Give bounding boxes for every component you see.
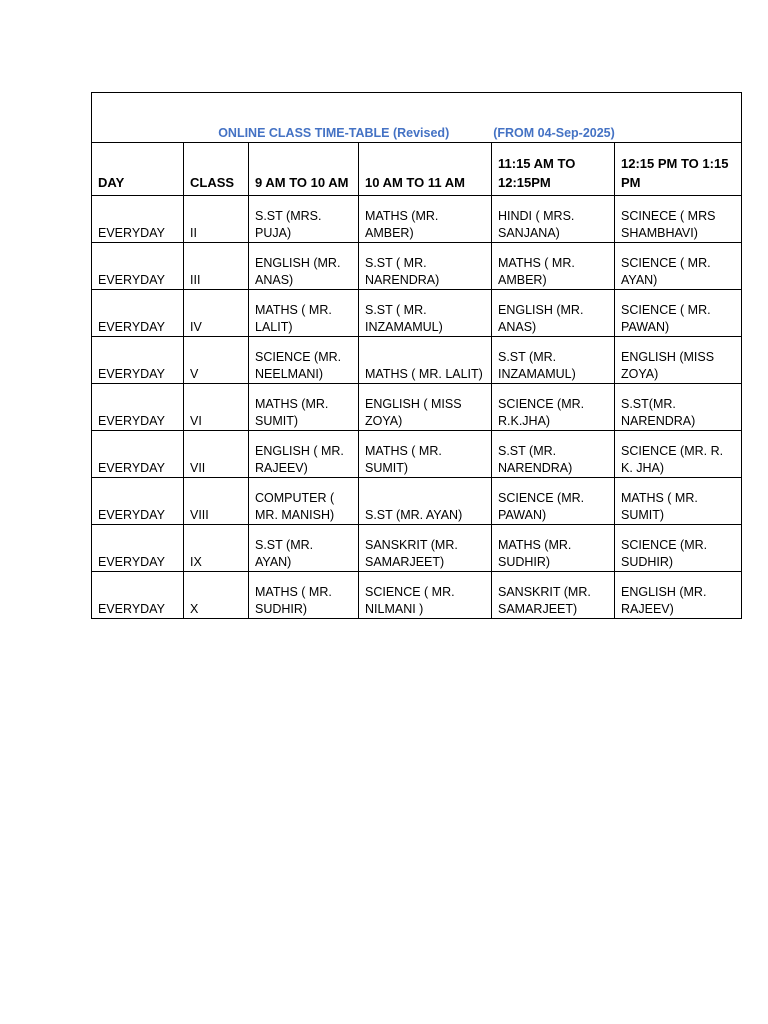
table-row xyxy=(92,384,742,431)
header-period-2: 10 AM TO 11 AM xyxy=(359,143,492,196)
table-row xyxy=(92,196,742,243)
period-3-cell: ENGLISH (MR. ANAS) xyxy=(492,290,615,337)
class-cell: III xyxy=(184,243,249,290)
period-3-cell: SANSKRIT (MR. SAMARJEET) xyxy=(492,572,615,619)
page-title: ONLINE CLASS TIME-TABLE (Revised) xyxy=(218,126,450,140)
period-1-cell: COMPUTER ( MR. MANISH) xyxy=(249,478,359,525)
period-2-cell: ENGLISH ( MISS ZOYA) xyxy=(359,384,492,431)
period-1-cell: SCIENCE (MR. NEELMANI) xyxy=(249,337,359,384)
table-row xyxy=(92,290,742,337)
header-period-4: 12:15 PM TO 1:15 PM xyxy=(615,143,742,196)
header-row xyxy=(92,143,742,196)
period-2-cell: S.ST (MR. AYAN) xyxy=(359,478,492,525)
period-1-cell: ENGLISH ( MR. RAJEEV) xyxy=(249,431,359,478)
period-2-cell: MATHS (MR. AMBER) xyxy=(359,196,492,243)
table-row xyxy=(92,243,742,290)
timetable xyxy=(91,92,742,619)
header-period-1: 9 AM TO 10 AM xyxy=(249,143,359,196)
table-row xyxy=(92,525,742,572)
period-4-cell: SCIENCE ( MR. AYAN) xyxy=(615,243,742,290)
period-2-cell: SANSKRIT (MR. SAMARJEET) xyxy=(359,525,492,572)
period-3-cell: SCIENCE (MR. R.K.JHA) xyxy=(492,384,615,431)
day-cell: EVERYDAY xyxy=(92,196,184,243)
class-cell: II xyxy=(184,196,249,243)
day-cell: EVERYDAY xyxy=(92,243,184,290)
period-4-cell: MATHS ( MR. SUMIT) xyxy=(615,478,742,525)
period-4-cell: SCINECE ( MRS SHAMBHAVI) xyxy=(615,196,742,243)
period-2-cell: S.ST ( MR. NARENDRA) xyxy=(359,243,492,290)
day-cell: EVERYDAY xyxy=(92,525,184,572)
period-1-cell: MATHS ( MR. LALIT) xyxy=(249,290,359,337)
period-3-cell: MATHS ( MR. AMBER) xyxy=(492,243,615,290)
header-class: CLASS xyxy=(184,143,249,196)
period-3-cell: HINDI ( MRS. SANJANA) xyxy=(492,196,615,243)
period-4-cell: ENGLISH (MR. RAJEEV) xyxy=(615,572,742,619)
table-row xyxy=(92,572,742,619)
period-4-cell: SCIENCE ( MR. PAWAN) xyxy=(615,290,742,337)
header-day: DAY xyxy=(92,143,184,196)
period-1-cell: ENGLISH (MR. ANAS) xyxy=(249,243,359,290)
day-cell: EVERYDAY xyxy=(92,384,184,431)
period-3-cell: SCIENCE (MR. PAWAN) xyxy=(492,478,615,525)
period-2-cell: SCIENCE ( MR. NILMANI ) xyxy=(359,572,492,619)
period-4-cell: SCIENCE (MR. SUDHIR) xyxy=(615,525,742,572)
class-cell: X xyxy=(184,572,249,619)
timetable-sheet xyxy=(91,92,741,619)
class-cell: VIII xyxy=(184,478,249,525)
table-row xyxy=(92,478,742,525)
day-cell: EVERYDAY xyxy=(92,337,184,384)
day-cell: EVERYDAY xyxy=(92,572,184,619)
period-4-cell: ENGLISH (MISS ZOYA) xyxy=(615,337,742,384)
period-4-cell: SCIENCE (MR. R. K. JHA) xyxy=(615,431,742,478)
class-cell: IV xyxy=(184,290,249,337)
header-period-3: 11:15 AM TO 12:15PM xyxy=(492,143,615,196)
table-row xyxy=(92,337,742,384)
effective-date: (FROM 04-Sep-2025) xyxy=(493,126,615,140)
title-row xyxy=(92,93,742,143)
period-1-cell: MATHS (MR. SUMIT) xyxy=(249,384,359,431)
class-cell: VII xyxy=(184,431,249,478)
period-3-cell: S.ST (MR. NARENDRA) xyxy=(492,431,615,478)
period-1-cell: S.ST (MRS. PUJA) xyxy=(249,196,359,243)
period-2-cell: MATHS ( MR. LALIT) xyxy=(359,337,492,384)
table-row xyxy=(92,431,742,478)
class-cell: VI xyxy=(184,384,249,431)
period-1-cell: MATHS ( MR. SUDHIR) xyxy=(249,572,359,619)
period-1-cell: S.ST (MR. AYAN) xyxy=(249,525,359,572)
period-3-cell: MATHS (MR. SUDHIR) xyxy=(492,525,615,572)
class-cell: IX xyxy=(184,525,249,572)
title-cell xyxy=(92,93,742,143)
period-4-cell: S.ST(MR. NARENDRA) xyxy=(615,384,742,431)
day-cell: EVERYDAY xyxy=(92,431,184,478)
class-cell: V xyxy=(184,337,249,384)
day-cell: EVERYDAY xyxy=(92,290,184,337)
period-3-cell: S.ST (MR. INZAMAMUL) xyxy=(492,337,615,384)
period-2-cell: S.ST ( MR. INZAMAMUL) xyxy=(359,290,492,337)
period-2-cell: MATHS ( MR. SUMIT) xyxy=(359,431,492,478)
day-cell: EVERYDAY xyxy=(92,478,184,525)
